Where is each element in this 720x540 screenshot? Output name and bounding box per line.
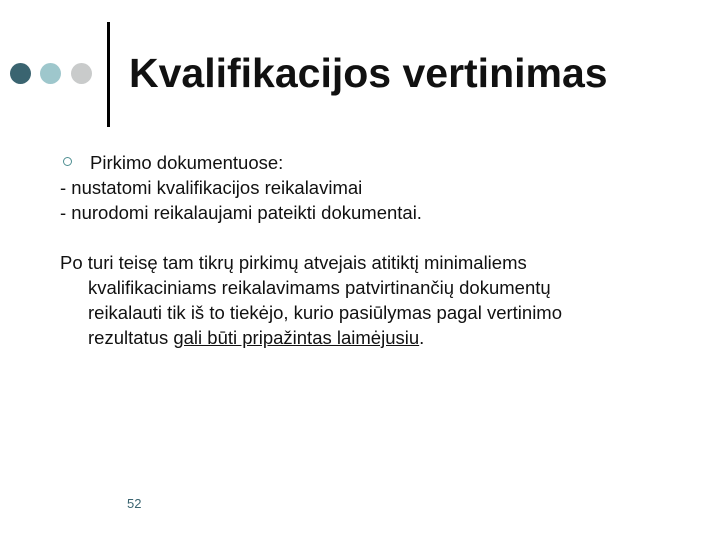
bullet-item (60, 150, 700, 175)
dot-light (40, 63, 61, 84)
bullet-line: - nurodomi reikalaujami pateikti dokumentai. (60, 202, 422, 223)
decorative-dots (10, 63, 100, 85)
body-paragraph (60, 250, 700, 350)
slide-title: Kvalifikacijos vertinimas (129, 50, 608, 96)
dot-dark (10, 63, 31, 84)
dot-grey (71, 63, 92, 84)
bullet-heading: Pirkimo dokumentuose: (90, 152, 284, 173)
paragraph-line-prefix: rezultatus (88, 327, 174, 348)
slide-body (60, 150, 700, 350)
circle-bullet-icon (63, 157, 72, 166)
paragraph-line: kvalifikaciniams reikalavimams patvirtinančių dokumentų (88, 277, 551, 298)
title-divider (107, 22, 110, 127)
paragraph-line: reikalauti tik iš to tiekėjo, kurio pasiūlymas pagal vertinimo (88, 302, 563, 323)
underlined-text: gali būti pripažintas laimėjusiu (173, 327, 420, 348)
paragraph-line-suffix: . (419, 327, 425, 348)
page-number: 52 (127, 496, 142, 511)
paragraph-line: Po turi teisę tam tikrų pirkimų atvejais atitiktį minimaliems (60, 252, 527, 273)
bullet-line: - nustatomi kvalifikacijos reikalavimai (60, 177, 363, 198)
